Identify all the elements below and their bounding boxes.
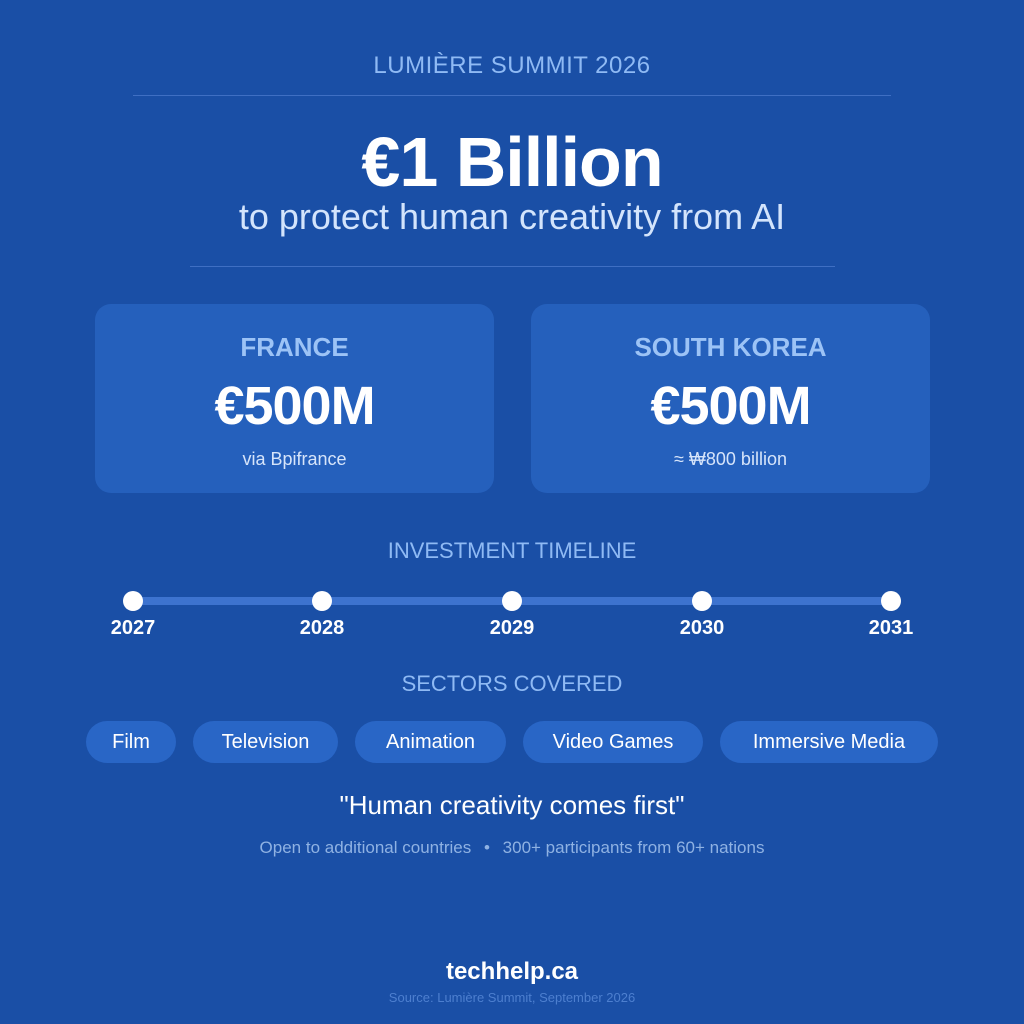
sector-pill-film: Film xyxy=(86,721,176,763)
timeline-point xyxy=(851,591,931,640)
card-amount: €500M xyxy=(650,376,811,436)
timeline-title: INVESTMENT TIMELINE xyxy=(387,538,637,563)
brand: techhelp.ca xyxy=(445,958,579,985)
timeline-point xyxy=(93,591,173,640)
card-note: ≈ ₩800 billion xyxy=(674,449,787,469)
card-note: via Bpifrance xyxy=(242,449,347,469)
france-card xyxy=(95,304,494,493)
footnote-left: Open to additional countries xyxy=(259,838,472,857)
timeline-dot xyxy=(123,591,143,611)
sectors-title: SECTORS COVERED xyxy=(401,671,623,696)
timeline-dot xyxy=(502,591,522,611)
timeline-dot xyxy=(692,591,712,611)
timeline-point xyxy=(662,591,742,640)
divider xyxy=(190,266,835,267)
footnote-right: 300+ participants from 60+ nations xyxy=(502,838,765,857)
sector-pill-immersive-media: Immersive Media xyxy=(720,721,938,763)
event-title: LUMIÈRE SUMMIT 2026 xyxy=(373,52,651,79)
timeline-dot xyxy=(881,591,901,611)
card-amount: €500M xyxy=(214,376,375,436)
sector-pill-television: Television xyxy=(193,721,338,763)
headline: €1 Billion xyxy=(361,123,663,201)
timeline-year: 2029 xyxy=(489,617,535,639)
divider xyxy=(133,95,891,96)
timeline-year: 2028 xyxy=(299,617,345,639)
quote: "Human creativity comes first" xyxy=(339,790,685,820)
timeline-point xyxy=(472,591,552,640)
south-korea-card xyxy=(531,304,930,493)
timeline-year: 2031 xyxy=(868,617,914,639)
card-country: SOUTH KOREA xyxy=(634,332,827,362)
timeline-year: 2030 xyxy=(679,617,725,639)
card-country: FRANCE xyxy=(240,332,349,362)
footnote xyxy=(0,838,1024,858)
source-note: Source: Lumière Summit, September 2026 xyxy=(388,990,636,1005)
bullet-separator: • xyxy=(483,838,490,857)
timeline-year: 2027 xyxy=(110,617,156,639)
subheadline: to protect human creativity from AI xyxy=(238,196,786,237)
timeline-dot xyxy=(312,591,332,611)
timeline-point xyxy=(282,591,362,640)
sector-pill-animation: Animation xyxy=(355,721,506,763)
sector-pill-video-games: Video Games xyxy=(523,721,703,763)
